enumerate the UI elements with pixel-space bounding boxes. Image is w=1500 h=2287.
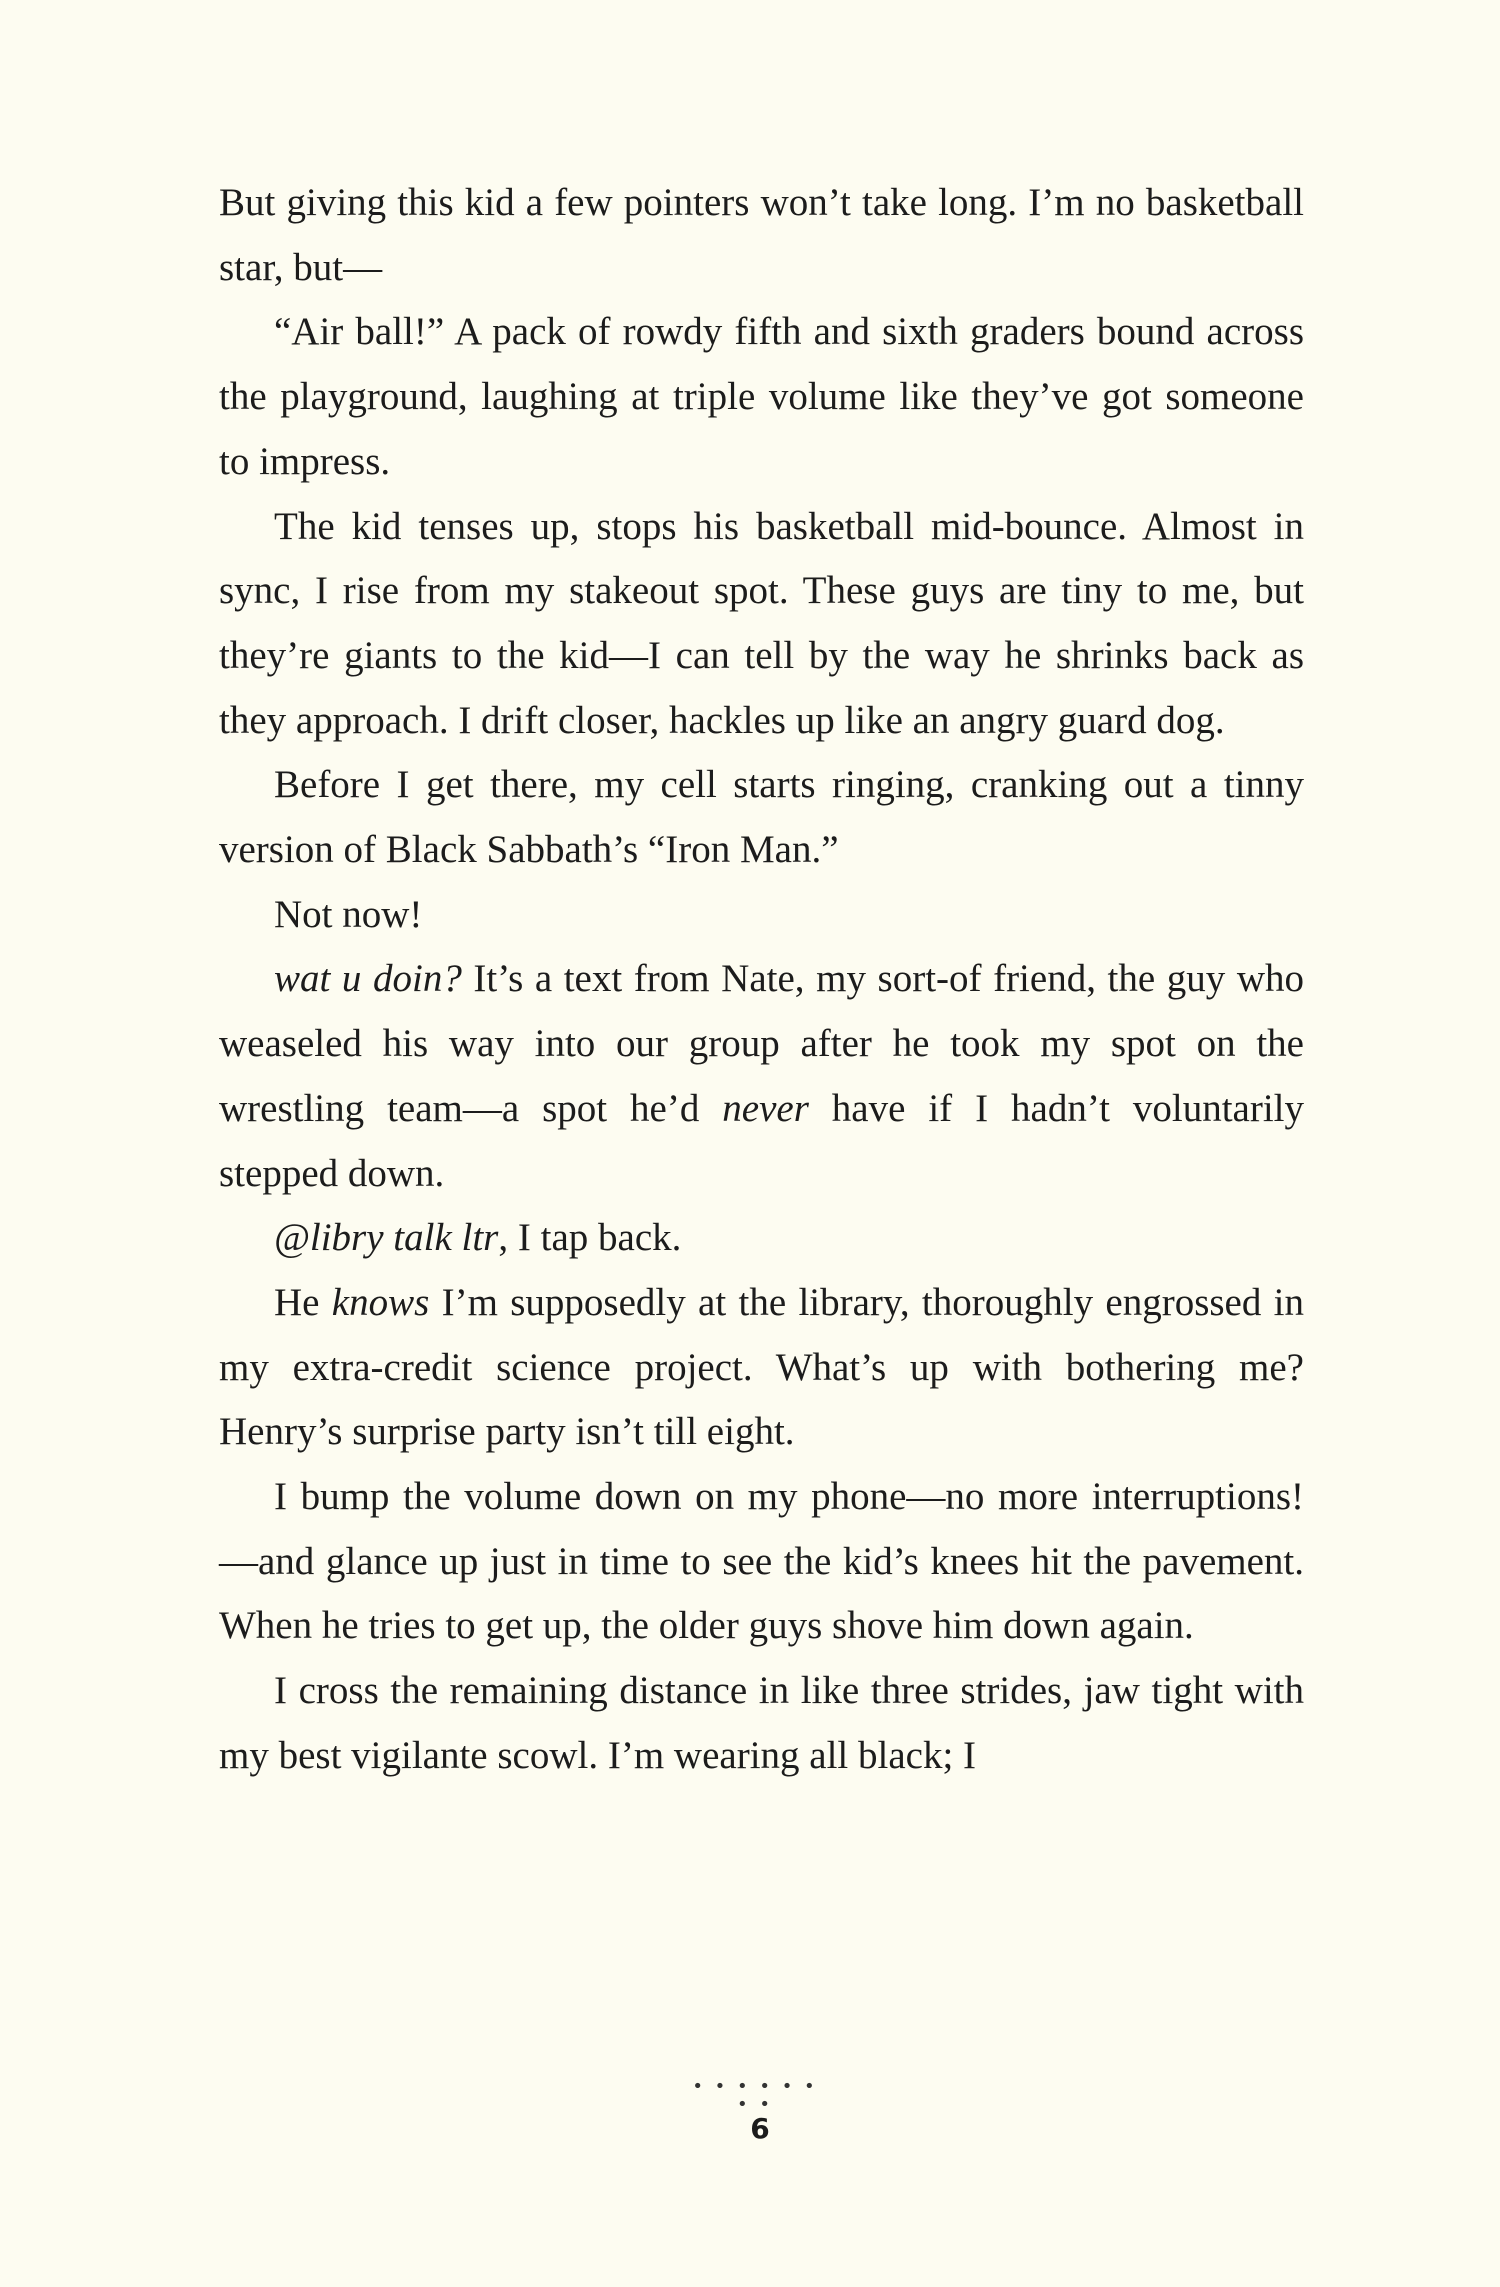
- paragraph: [219, 1271, 1304, 1465]
- italic-text-run: wat u doin?: [274, 957, 462, 1001]
- text-run: He: [274, 1280, 332, 1324]
- paragraph: [219, 753, 1304, 882]
- page-number: 6: [750, 2112, 770, 2145]
- paragraph: [219, 1659, 1304, 1788]
- italic-text-run: @libry talk ltr: [274, 1216, 499, 1260]
- text-run: Not now!: [274, 892, 423, 936]
- text-run: , I tap back.: [498, 1216, 682, 1260]
- text-run: “Air ball!” A pack of rowdy fifth and sixth graders bound across the playground, laughing at triple volume like they’ve got someone to impress.: [219, 310, 1304, 483]
- text-run: Before I get there, my cell starts ringing, cranking out a tinny version of Black Sabbath’s “Iron Man.”: [219, 763, 1304, 872]
- paragraph: [219, 300, 1304, 494]
- italic-text-run: never: [722, 1086, 809, 1130]
- paragraph: [219, 495, 1304, 754]
- paragraph: [219, 1465, 1304, 1659]
- text-run: have if I hadn’t voluntarily stepped down.: [219, 1086, 1304, 1195]
- paragraph: [219, 883, 1304, 948]
- paragraph: [219, 1206, 1304, 1271]
- paragraph: [219, 171, 1304, 300]
- text-run: The kid tenses up, stops his basketball mid-bounce. Almost in sync, I rise from my stakeout spot. These guys are tiny to me, but they’re giants to the kid—I can tell by the way he shrinks back as they approach. I drift closer, hackles up like an angry guard dog.: [219, 504, 1304, 742]
- text-run: But giving this kid a few pointers won’t take long. I’m no basketball star, but—: [219, 181, 1304, 289]
- page-number-ornament: • • • • • • • •: [692, 2076, 818, 2115]
- text-run: It’s a text from Nate, my sort-of friend, the guy who weaseled his way into our group after he took my spot on the wrestling team—a spot he’d: [219, 957, 1304, 1130]
- text-run: I bump the volume down on my phone—no more interruptions!—and glance up just in time to see the kid’s knees hit the pavement. When he tries to get up, the older guys shove him down again.: [219, 1475, 1304, 1648]
- text-run: I cross the remaining distance in like three strides, jaw tight with my best vigilante scowl. I’m wearing all black; I: [219, 1669, 1304, 1777]
- body-text: [219, 171, 1304, 1789]
- paragraph: [219, 947, 1304, 1206]
- text-run: I’m supposedly at the library, thoroughly engrossed in my extra-credit science project. What’s up with bothering me? Henry’s surprise party isn’t till eight.: [219, 1280, 1304, 1454]
- italic-text-run: knows: [331, 1280, 430, 1324]
